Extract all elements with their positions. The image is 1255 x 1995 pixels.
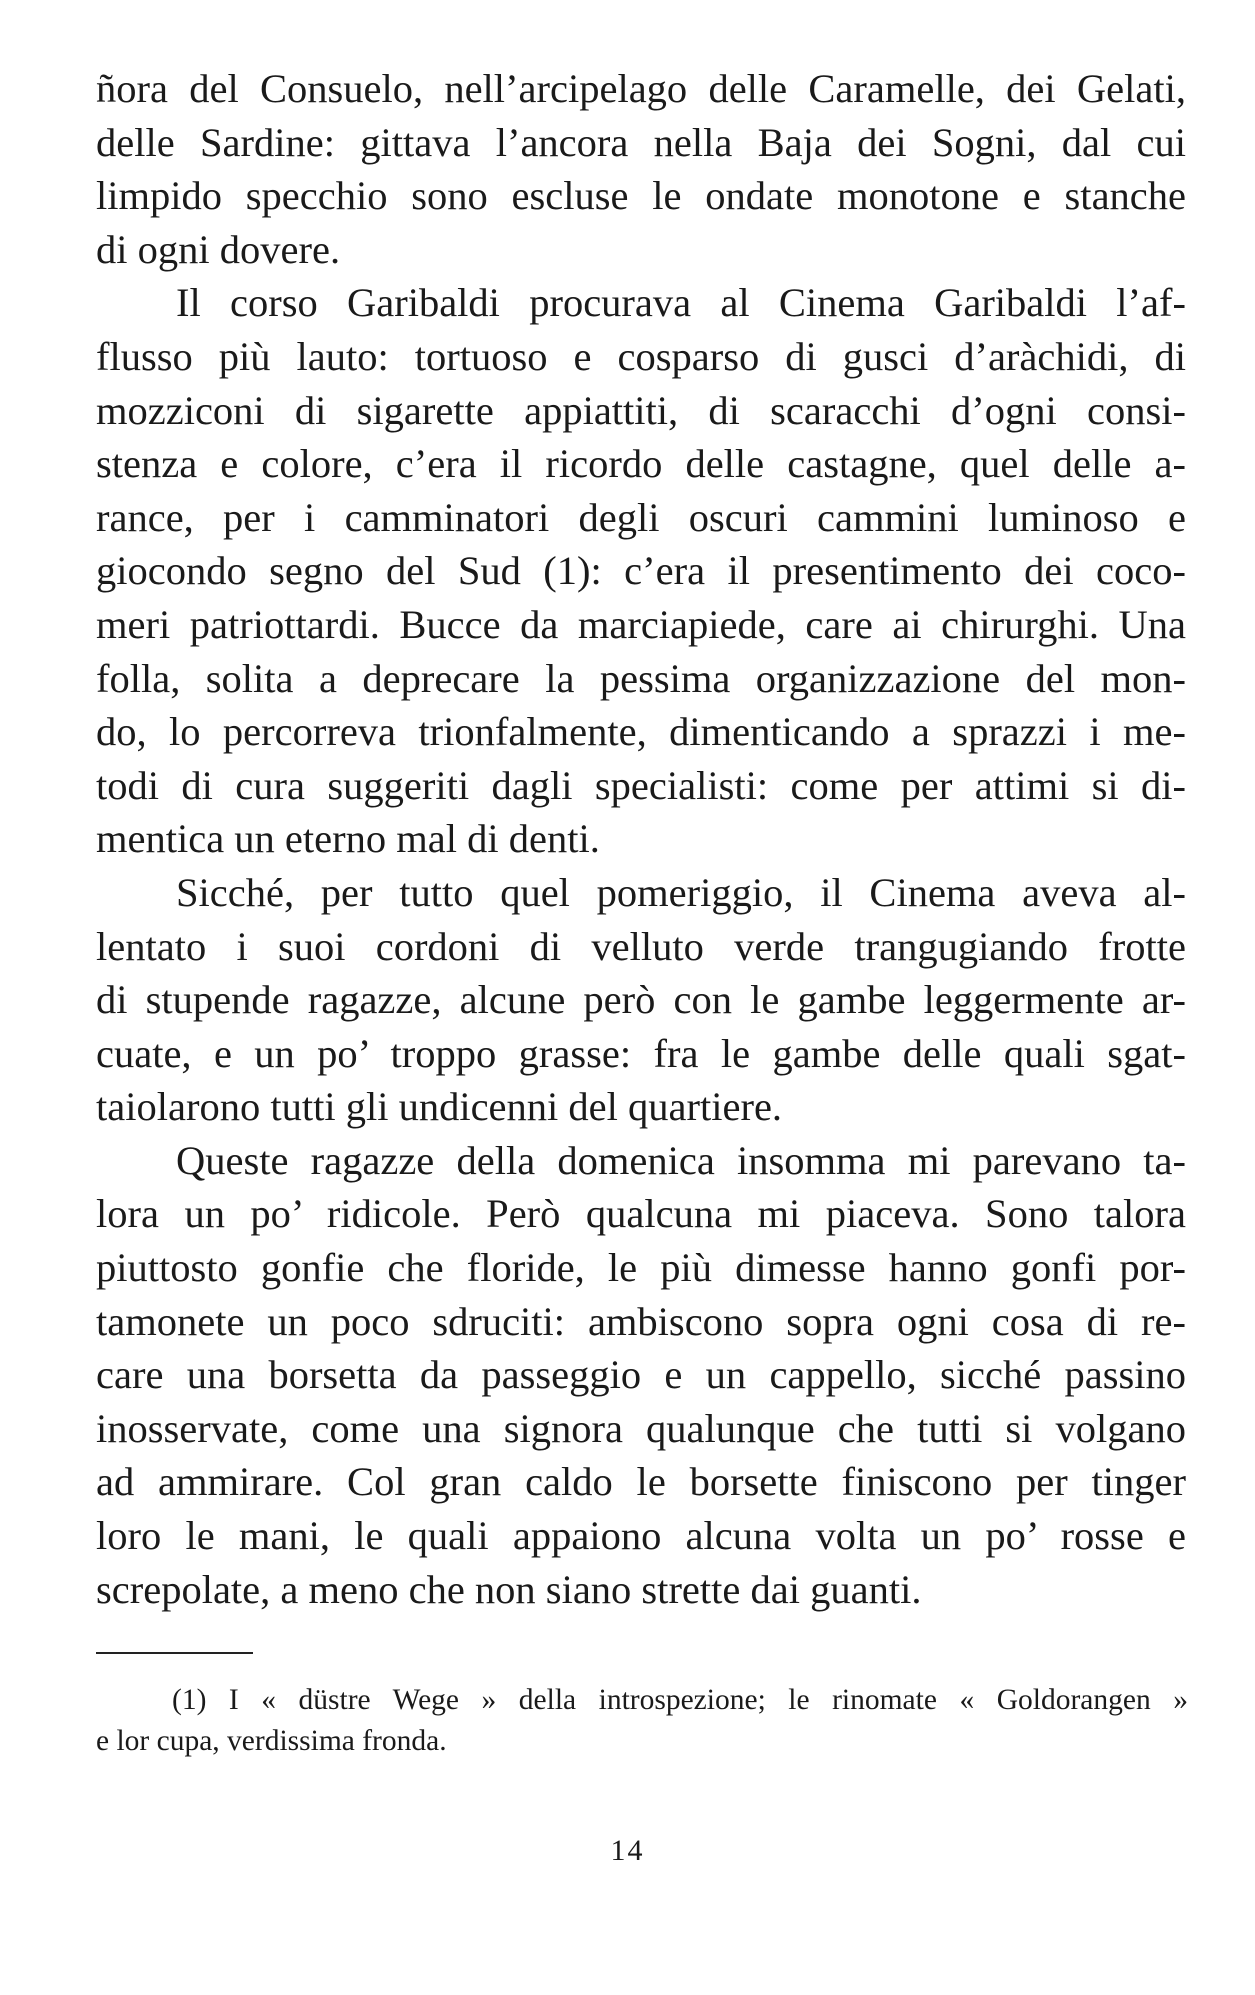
text-line: di stupende ragazze, alcune però con le gambe leggermente ar- [96,977,1186,1023]
text-line: taiolarono tutti gli undicenni del quartiere. [96,1084,783,1130]
text-line: piuttosto gonfie che floride, le più dimesse hanno gonfi por- [96,1245,1186,1291]
text-line: cuate, e un po’ troppo grasse: fra le gambe delle quali sgat- [96,1030,1186,1076]
text-line: care una borsetta da passeggio e un cappello, sicché passino [96,1352,1186,1398]
text-line: Il corso Garibaldi procurava al Cinema Garibaldi l’af- [176,280,1186,326]
text-line: delle Sardine: gittava l’ancora nella Baja dei Sogni, dal cui [96,119,1186,165]
text-line: Sicché, per tutto quel pomeriggio, il Cinema aveva al- [176,869,1186,915]
text-line: Queste ragazze della domenica insomma mi parevano ta- [176,1137,1186,1183]
text-line: stenza e colore, c’era il ricordo delle castagne, quel delle a- [96,441,1186,487]
text-line: lora un po’ ridicole. Però qualcuna mi piaceva. Sono talora [96,1191,1186,1237]
text-line: ñora del Consuelo, nell’arcipelago delle Caramelle, dei Gelati, [96,66,1186,111]
text-line: rance, per i camminatori degli oscuri cammini luminoso e [96,494,1186,540]
text-line: ad ammirare. Col gran caldo le borsette finiscono per tinger [96,1459,1186,1505]
text-line: folla, solita a deprecare la pessima organizzazione del mon- [96,655,1186,701]
text-line: do, lo percorreva trionfalmente, dimenticando a sprazzi i me- [96,709,1186,755]
text-line: mentica un eterno mal di denti. [96,816,600,862]
text-line: giocondo segno del Sud (1): c’era il presentimento dei coco- [96,548,1186,594]
text-line: inosservate, come una signora qualunque che tutti si volgano [96,1405,1186,1451]
text-line: lentato i suoi cordoni di velluto verde trangugiando frotte [96,923,1186,969]
text-line: screpolate, a meno che non siano strette dai guanti. [96,1566,922,1612]
text-line: di ogni dovere. [96,226,341,272]
text-line: meri patriottardi. Bucce da marciapiede, care ai chirurghi. Una [96,601,1186,647]
footnote [96,1680,1188,1762]
page-number: 14 [610,1834,645,1867]
text-line: mozziconi di sigarette appiattiti, di scaracchi d’ogni consi- [96,387,1186,433]
body-text [96,62,1186,1616]
footnote-line: (1) I « düstre Wege » della introspezione; le rinomate « Goldorangen » [172,1684,1188,1716]
text-line: todi di cura suggeriti dagli specialisti: come per attimi si di- [96,762,1186,808]
text-line: limpido specchio sono escluse le ondate monotone e stanche [96,173,1186,219]
footnote-separator [96,1652,253,1654]
footnote-line: e lor cupa, verdissima fronda. [96,1725,447,1757]
text-line: tamonete un poco sdruciti: ambiscono sopra ogni cosa di re- [96,1298,1186,1344]
text-line: loro le mani, le quali appaiono alcuna volta un po’ rosse e [96,1513,1186,1559]
text-line: flusso più lauto: tortuoso e cosparso di gusci d’aràchidi, di [96,333,1186,379]
